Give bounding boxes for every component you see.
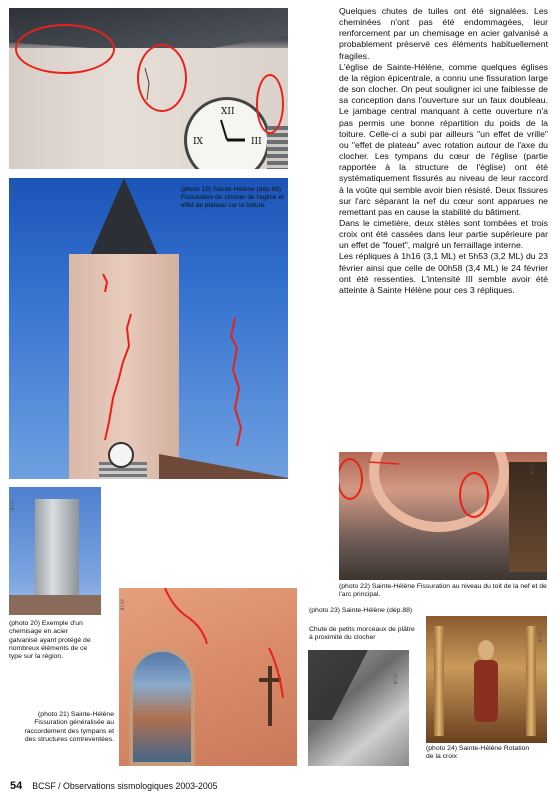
paragraph: Dans le cimetière, deux stèles sont tombées et trois croix ont été cassées dans leur partie supérieure par un effet de "fouet", malgré un ferraillage interne. — [339, 217, 548, 251]
page-footer — [10, 780, 218, 792]
photo-chimney-sheath — [35, 499, 79, 609]
svg-text:XII: XII — [221, 107, 235, 117]
photo-21-vault — [119, 588, 297, 766]
photo-shadow — [308, 650, 368, 720]
svg-text:IX: IX — [193, 137, 203, 147]
photo-24-caption: (photo 24) Sainte-Hélène Rotation de la croix — [426, 745, 530, 761]
photo-19-tower — [9, 178, 288, 479]
photo-20-caption: (photo 20) Exemple d'un chemisage en acier galvanisé ayant protégé de nombreux éléments de ce type sur la région. — [9, 620, 91, 661]
photo-credit: BCSF — [120, 598, 125, 611]
crack-lines — [119, 588, 297, 766]
paragraph: L'église de Sainte-Hélène, comme quelques églises de la région épicentrale, a connu une fissuration large de son clocher. On peut souligner ici une faiblesse de sa conception dans l'ouverture sur un faux doubleau. Le jambage central manquant à cette ouverture n'a pas permis une bonne répartition du poids de la toiture. Celle-ci a subi par ailleurs "un effet de vrille" ou "effet de plateau" avec rotation autour de l'axe du clocher. Les tympans du cœur de l'église (partie rapportée à la structure de l'église) ont été systématiquement fissurés au niveau de leur raccord à la voûte qui semble avoir bien résisté. Deux fissures sur l'arc séparant la nef du cœur sont apparues ne remettant pas en cause la stabilité du bâtiment. — [339, 61, 548, 217]
photo-23-title: (photo 23) Sainte-Hélène (dép.88) — [309, 607, 413, 614]
svg-text:III: III — [251, 137, 262, 147]
main-text-column — [339, 6, 548, 296]
crack-lines — [9, 178, 288, 479]
paragraph: Quelques chutes de tuiles ont été signalées. Les cheminées n'ont pas été endommagées, leur renforcement par un chemisage en acier galvanisé a probablement préservé ces éléments habituellement fragiles. — [339, 6, 548, 61]
photo-roof-clock — [9, 8, 288, 169]
photo-credit: BCSF — [530, 462, 535, 475]
photo-credit: BCSF — [393, 672, 398, 685]
photo-roof-tiles — [9, 595, 101, 615]
photo-24-altar — [426, 616, 547, 743]
paragraph: Les répliques à 1h16 (3,1 ML) et 5h53 (3,2 ML) du 23 février ainsi que celle de 00h58 (3,4 ML) le 24 février ont été ressenties. L'intensité III semble avoir été atteinte à Sainte Hélène pour ces 3 répliques. — [339, 251, 548, 295]
photo-21-caption: (photo 21) Sainte-Hélène Fissuration généralisée au raccordement des tympans et des structures contreventées. — [24, 711, 114, 743]
photo-credit: BCSF — [10, 498, 15, 511]
crack-lines — [339, 452, 547, 580]
statue-icon — [466, 636, 506, 726]
photo-22-caption: (photo 22) Sainte-Hélène Fissuration au niveau du toit de la nef et de l'arc principal. — [339, 583, 547, 599]
photo-20-chimney — [9, 487, 101, 615]
photo-credit: BCSF — [10, 28, 15, 41]
photo-23-caption: Chute de petits morceaux de plâtre à proximité du clocher — [309, 626, 415, 642]
photo-column — [526, 626, 536, 736]
photo-credit: BCSF — [538, 630, 543, 643]
photo-23-fallen-plaster — [308, 650, 409, 766]
running-title: BCSF / Observations sismologiques 2003-2005 — [32, 781, 218, 791]
crack-lines — [9, 8, 288, 169]
photo-column — [434, 626, 444, 736]
photo-19-caption: (photo 19) Sainte-Hélène (dép.88) Fissuration du clocher de l'église et effet de plateau sur la toiture. — [181, 186, 284, 210]
photo-credit: BCSF — [10, 184, 15, 197]
photo-22-interior — [339, 452, 547, 580]
page-number: 54 — [10, 780, 23, 792]
